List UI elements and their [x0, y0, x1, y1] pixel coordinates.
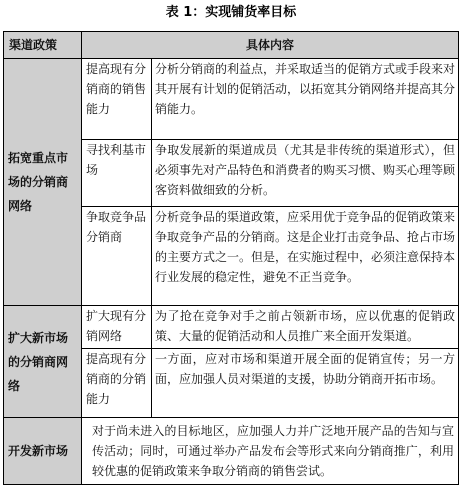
measure-cell: 争取竞争品分销商: [82, 207, 152, 306]
policy-cell-1: 拓宽重点市场的分销商网络: [4, 59, 82, 306]
content-cell: 分析分销商的利益点，并采取适当的促销方式或手段来对其开展有计划的促销活动，以拓宽其分销网络并提高其分销能力。: [152, 59, 459, 140]
table-row: [4, 59, 459, 140]
policy-cell-3: 开发新市场: [4, 418, 82, 485]
table-title: 表 1：实现铺货率目标: [165, 5, 297, 20]
table-header-row: [4, 32, 459, 59]
table-row: [4, 306, 459, 349]
content-cell: 对于尚未进入的目标地区，应加强人力并广泛地开展产品的告知与宣传活动；同时，可通过举办产品发布会等形式来向分销商推广，利用较优惠的促销政策来争取分销商的销售尝试。: [82, 418, 459, 485]
table-row: [4, 418, 459, 485]
measure-cell: 提高现有分销商的销售能力: [82, 59, 152, 140]
content-cell: 为了抢在竞争对手之前占领新市场，应以优惠的促销政策、大量的促销活动和人员推广来全面开发渠道。: [152, 306, 459, 349]
content-cell: 一方面，应对市场和渠道开展全面的促销宣传；另一方面，应加强人员对渠道的支援，协助分销商开拓市场。: [152, 349, 459, 418]
measure-cell: 寻找利基市场: [82, 140, 152, 207]
content-cell: 分析竞争品的渠道政策，应采用优于竞争品的促销政策来争取竞争产品的分销商。这是企业打击竞争品、抢占市场的主要方式之一。但是，在实施过程中，必须注意保持本行业发展的稳定性，避免不正当竞争。: [152, 207, 459, 306]
header-policy: 渠道政策: [4, 32, 82, 59]
header-content: 具体内容: [82, 32, 459, 59]
measure-cell: 提高现有分销商的分销能力: [82, 349, 152, 418]
policy-cell-2: 扩大新市场的分销商网络: [4, 306, 82, 418]
measure-cell: 扩大现有分销网络: [82, 306, 152, 349]
content-cell: 争取发展新的渠道成员（尤其是非传统的渠道形式），但必须事先对产品特色和消费者的购买习惯、购买心理等顾客资料做细致的分析。: [152, 140, 459, 207]
channel-policy-table: [3, 31, 459, 485]
